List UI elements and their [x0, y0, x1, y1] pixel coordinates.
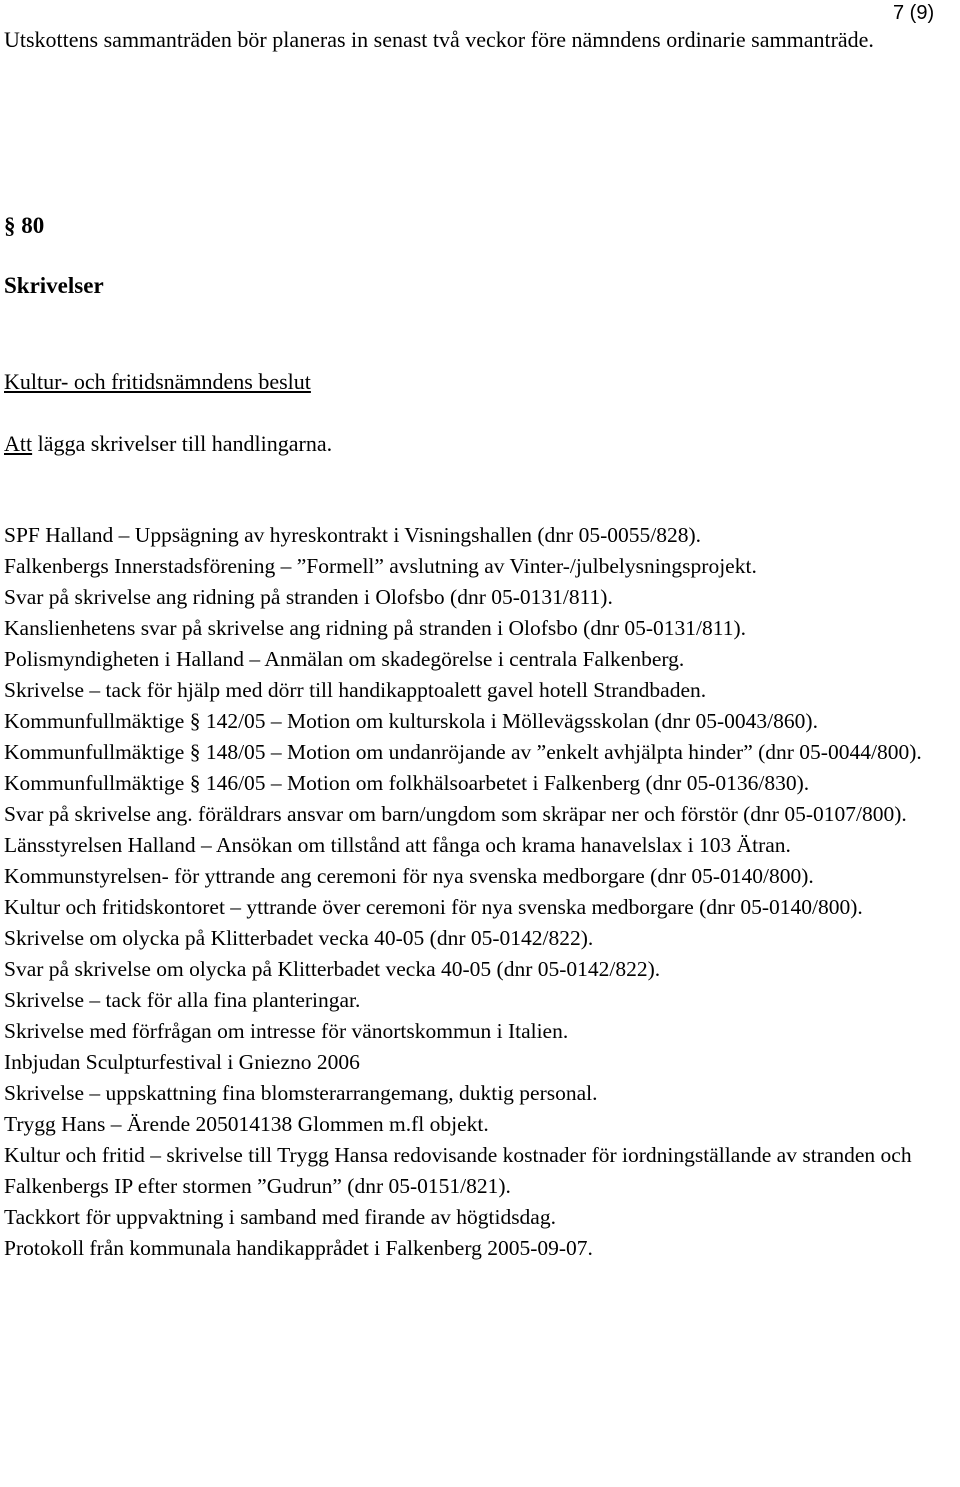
- decision-lead-word: Att: [4, 431, 33, 456]
- list-item: Skrivelse – tack för alla fina planteringar.: [4, 988, 361, 1012]
- section-heading: [4, 210, 44, 242]
- list-item: Protokoll från kommunala handikapprådet i Falkenberg 2005-09-07.: [4, 1236, 593, 1260]
- decision-heading: Kultur- och fritidsnämndens beslut: [4, 369, 311, 394]
- intro-paragraph: Utskottens sammanträden bör planeras in senast två veckor före nämndens ordinarie sammanträde.: [4, 27, 874, 52]
- list-item: Polismyndigheten i Halland – Anmälan om skadegörelse i centrala Falkenberg.: [4, 647, 685, 671]
- list-item: Kommunfullmäktige § 146/05 – Motion om folkhälsoarbetet i Falkenberg (dnr 05-0136/830).: [4, 771, 810, 795]
- list-item: Svar på skrivelse ang. föräldrars ansvar om barn/ungdom som skräpar ner och förstör (dnr 05-0107/800).: [4, 802, 907, 826]
- list-item: Kommunstyrelsen- för yttrande ang ceremoni för nya svenska medborgare (dnr 05-0140/800).: [4, 864, 814, 888]
- correspondence-list: [4, 520, 960, 1264]
- list-item: Trygg Hans – Ärende 205014138 Glommen m.fl objekt.: [4, 1112, 489, 1136]
- page-number: 7 (9): [893, 2, 935, 24]
- decision-text: [4, 428, 332, 460]
- list-item: Skrivelse med förfrågan om intresse för vänortskommun i Italien.: [4, 1019, 569, 1043]
- list-item: Länsstyrelsen Halland – Ansökan om tillstånd att fånga och krama hanavelslax i 103 Ätran.: [4, 833, 791, 857]
- section-title: Skrivelser: [4, 273, 104, 298]
- list-item: Kommunfullmäktige § 142/05 – Motion om kulturskola i Möllevägsskolan (dnr 05-0043/860).: [4, 709, 818, 733]
- list-item: Inbjudan Sculpturfestival i Gniezno 2006: [4, 1050, 360, 1074]
- list-item: Kanslienhetens svar på skrivelse ang ridning på stranden i Olofsbo (dnr 05-0131/811).: [4, 616, 746, 640]
- list-item: Kultur och fritidskontoret – yttrande över ceremoni för nya svenska medborgare (dnr 05-0140/800).: [4, 895, 863, 919]
- section-symbol: §: [4, 213, 16, 238]
- list-item: SPF Halland – Uppsägning av hyreskontrakt i Visningshallen (dnr 05-0055/828).: [4, 523, 701, 547]
- list-item: Skrivelse om olycka på Klitterbadet vecka 40-05 (dnr 05-0142/822).: [4, 926, 594, 950]
- list-item: Skrivelse – uppskattning fina blomsterarrangemang, duktig personal.: [4, 1081, 598, 1105]
- list-item: Falkenbergs Innerstadsförening – ”Formell” avslutning av Vinter-/julbelysningsprojekt.: [4, 554, 757, 578]
- list-item: Svar på skrivelse ang ridning på stranden i Olofsbo (dnr 05-0131/811).: [4, 585, 613, 609]
- list-item: Kultur och fritid – skrivelse till Trygg Hansa redovisande kostnader för iordningställande av stranden och Falkenbergs IP efter stormen ”Gudrun” (dnr 05-0151/821).: [4, 1143, 912, 1198]
- list-item: Tackkort för uppvaktning i samband med firande av högtidsdag.: [4, 1205, 556, 1229]
- list-item: Svar på skrivelse om olycka på Klitterbadet vecka 40-05 (dnr 05-0142/822).: [4, 957, 661, 981]
- section-number: 80: [21, 213, 45, 238]
- decision-text-rest: lägga skrivelser till handlingarna.: [32, 431, 333, 456]
- list-item: Kommunfullmäktige § 148/05 – Motion om undanröjande av ”enkelt avhjälpta hinder” (dnr 05-0044/800).: [4, 740, 922, 764]
- list-item: Skrivelse – tack för hjälp med dörr till handikapptoalett gavel hotell Strandbaden.: [4, 678, 707, 702]
